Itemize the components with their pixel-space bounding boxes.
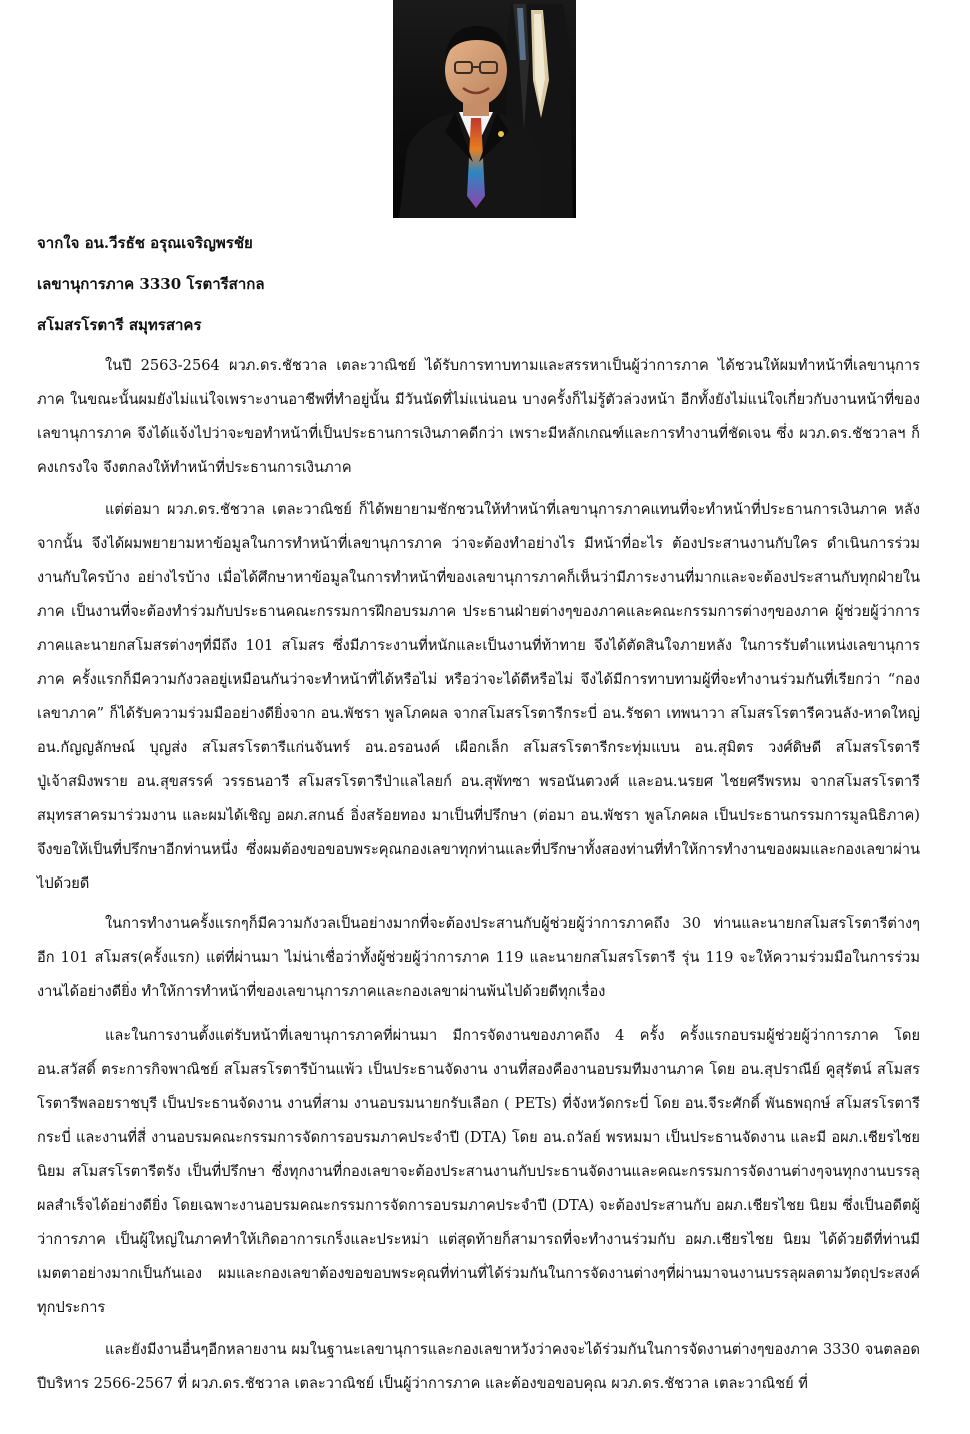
header-club-line: สโมสรโรตารี สมุทรสาคร <box>37 316 202 334</box>
paragraph-2: แต่ต่อมา ผวภ.ดร.ชัชวาล เตละวาณิชย์ ก็ได้พยายามชักชวนให้ทำหน้าที่เลขานุการภาคแทนที่จะทำหน้าที่ประธานการเงินภาค หลังจากนั้น จึงได้ผมพยายามหาข้อมูลในการทำหน้าที่เลขานุการภาค ว่าจะต้องทำอย่างไร มีหน้าที่อะไร ต้องประสานงานกับใคร ดำเนินการร่วมงานกับใครบ้าง อย่างไรบ้าง เมื่อได้ศึกษาหาข้อมูลในการทำหน้าที่ของเลขานุการภาคก็เห็นว่ามีภาระงานที่มากและจะต้องประสานกับทุกฝ่ายในภาค เป็นงานที่จะต้องทำร่วมกับประธานคณะกรรมการฝึกอบรมภาค ประธานฝ่ายต่างๆของภาคและคณะกรรมการต่างๆของภาค ผู้ช่วยผู้ว่าการภาคและนายกสโมสรต่างๆที่มีถึง 101 สโมสร ซึ่งมีภาระงานที่หนักและเป็นงานที่ท้าทาย จึงได้ตัดสินใจภายหลัง ในการรับตำแหน่งเลขานุการภาค ครั้งแรกก็มีความกังวลอยู่เหมือนกันว่าจะทำหน้าที่ได้หรือไม่ หรือว่าจะได้ดีหรือไม่ จึงได้มีการทาบทามผู้ที่จะทำงานร่วมกันที่เรียกว่า “กองเลขาภาค” ก็ได้รับความร่วมมืออย่างดียิ่งจาก อน.พัชรา พูลโภคผล จากสโมสรโรตารีกระบี่ อน.รัชดา เทพนาวา สโมสรโรตารีควนลัง-หาดใหญ่ อน.กัญญลักษณ์ บุญส่ง สโมสรโรตารีแก่นจันทร์ อน.อรอนงค์ เผือกเล็ก สโมสรโรตารีกระทุ่มแบน อน.สุมิตร วงศ์ดิษดี สโมสรโรตารีปู่เจ้าสมิงพราย อน.สุขสรรค์ วรรธนอารี สโมสรโรตารีป่าแลไลยก์ อน.สุพัทซา พรอนันตวงศ์ และอน.นรยศ ไชยศรีพรหม จากสโมสรโรตารีสมุทรสาครมาร่วมงาน และผมได้เชิญ อผภ.สกนธ์ อิ่งสร้อยทอง มาเป็นที่ปรึกษา (ต่อมา อน.พัชรา พูลโภคผล เป็นประธานกรรมการมูลนิธิภาค) จึงขอให้เป็นที่ปรึกษาอีกท่านหนึ่ง ซึ่งผมต้องขอขอบพระคุณกองเลขาทุกท่านและที่ปรึกษาทั้งสองท่านที่ทำให้การทำงานของผมและกองเลขาผ่านไปด้วยดี <box>37 501 920 892</box>
header-author-line: จากใจ อน.วีรธัช อรุณเจริญพรชัย <box>37 234 253 252</box>
paragraph-4: และในการงานตั้งแต่รับหน้าที่เลขานุการภาคที่ผ่านมา มีการจัดงานของภาคถึง 4 ครั้ง ครั้งแรกอบรมผู้ช่วยผู้ว่าการภาค โดย อน.สวัสดิ์ ตระการกิจพาณิชย์ สโมสรโรตารีบ้านแพ้ว เป็นประธานจัดงาน งานที่สองคืองานอบรมทีมงานภาค โดย อน.สุปราณีย์ คูสุรัตน์ สโมสรโรตารีพลอยราชบุรี เป็นประธานจัดงาน งานที่สาม งานอบรมนายกรับเลือก ( PETs) ที่จังหวัดกระบี่ โดย อน.จีระศักดิ์ พันธพฤกษ์ สโมสรโรตารีกระบี่ และงานที่สี่ งานอบรมคณะกรรมการจัดการอบรมภาคประจำปี (DTA) โดย อน.ถวัลย์ พรหมมา เป็นประธานจัดงาน และมี อผภ.เชียรไชย นิยม สโมสรโรตารีตรัง เป็นที่ปรึกษา ซึ่งทุกงานที่กองเลขาจะต้องประสานงานกับประธานจัดงานและคณะกรรมการจัดงานต่างๆจนทุกงานบรรลุผลสำเร็จได้อย่างดียิ่ง โดยเฉพาะงานอบรมคณะกรรมการจัดการอบรมภาคประจำปี (DTA) จะต้องประสานกับ อผภ.เชียรไชย นิยม ซึ่งเป็นอดีตผู้ว่าการภาค เป็นผู้ใหญ่ในภาคทำให้เกิดอาการเกร็งและประหม่า แต่สุดท้ายก็สามารถที่จะทำงานร่วมกับ อผภ.เชียรไชย นิยม ได้ด้วยดีที่ท่านมีเมตตาอย่างมากเป็นกันเอง ผมและกองเลขาต้องขอขอบพระคุณที่ท่านที่ได้ร่วมกันในการจัดงานต่างๆที่ผ่านมาจนงานบรรลุผลตามวัตถุประสงค์ทุกประการ <box>37 1027 920 1316</box>
header-position-line: เลขานุการภาค 3330 โรตารีสากล <box>37 275 265 293</box>
paragraph-3: ในการทำงานครั้งแรกๆก็มีความกังวลเป็นอย่างมากที่จะต้องประสานกับผู้ช่วยผู้ว่าการภาคถึง 30 ท่านและนายกสโมสรโรตารีต่างๆ อีก 101 สโมสร(ครั้งแรก) แต่ที่ผ่านมา ไม่น่าเชื่อว่าทั้งผู้ช่วยผู้ว่าการภาค 119 และนายกสโมสรโรตารี รุ่น 119 จะให้ความร่วมมือในการร่วมงานได้อย่างดียิ่ง ทำให้การทำหน้าที่ของเลขานุการภาคและกองเลขาผ่านพ้นไปด้วยดีทุกเรื่อง <box>37 915 920 1000</box>
paragraph-5: และยังมีงานอื่นๆอีกหลายงาน ผมในฐานะเลขานุการและกองเลขาหวังว่าคงจะได้ร่วมกันในการจัดงานต่างๆของภาค 3330 จนตลอดปีบริหาร 2566-2567 ที่ ผวภ.ดร.ชัชวาล เตละวาณิชย์ เป็นผู้ว่าการภาค และต้องขอขอบคุณ ผวภ.ดร.ชัชวาล เตละวาณิชย์ ที่ <box>37 1341 920 1392</box>
paragraph-1: ในปี 2563-2564 ผวภ.ดร.ชัชวาล เตละวาณิชย์ ได้รับการทาบทามและสรรหาเป็นผู้ว่าการภาค ได้ชวนให้ผมทำหน้าที่เลขานุการภาค ในขณะนั้นผมยังไม่แน่ใจเพราะงานอาชีพที่ทำอยู่นั้น มีวันนัดที่ไม่แน่นอน บางครั้งก็ไม่รู้ตัวล่วงหน้า อีกทั้งยังไม่แน่ใจเกี่ยวกับงานหน้าที่ของเลขานุการภาค จึงได้แจ้งไปว่าจะขอทำหน้าที่เป็นประธานการเงินภาคดีกว่า เพราะมีหลักเกณฑ์และการทำงานที่ชัดเจน ซึ่ง ผวภ.ดร.ชัชวาลฯ ก็คงเกรงใจ จึงตกลงให้ทำหน้าที่ประธานการเงินภาค <box>37 357 920 476</box>
author-portrait-photo <box>393 0 576 218</box>
